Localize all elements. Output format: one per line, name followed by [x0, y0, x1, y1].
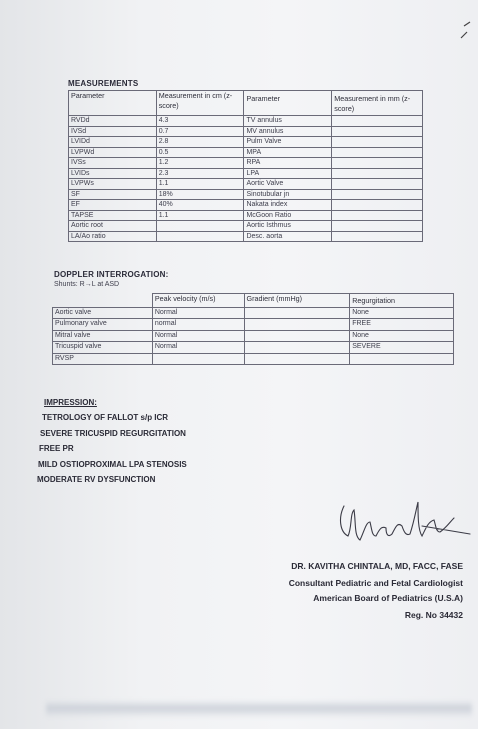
table-cell: 2.3: [156, 168, 244, 179]
table-cell: None: [350, 307, 454, 319]
table-row: [53, 330, 454, 342]
table-cell: SEVERE: [350, 342, 454, 354]
table-cell: [244, 330, 350, 342]
table-header-row: [53, 294, 454, 308]
table-row: [69, 179, 423, 190]
table-cell: Tricuspid valve: [53, 342, 153, 354]
header-cell: Peak velocity (m/s): [152, 294, 244, 308]
signatory-reg: Reg. No 34432: [404, 610, 463, 620]
table-cell: LVIDd: [69, 137, 157, 148]
table-row: [69, 200, 423, 211]
header-cell: Regurgitation: [350, 294, 454, 308]
table-cell: FREE: [350, 319, 454, 331]
table-cell: 1.1: [156, 179, 244, 190]
table-cell: IVSs: [69, 158, 157, 169]
table-cell: Normal: [152, 307, 244, 319]
table-cell: [156, 221, 244, 232]
table-cell: [332, 147, 423, 158]
table-cell: [152, 353, 244, 365]
table-cell: 1.1: [156, 210, 244, 221]
table-cell: Normal: [152, 330, 244, 342]
table-cell: TAPSE: [69, 210, 157, 221]
header-cell: Measurement in cm (z-score): [156, 91, 244, 116]
header-cell: Measurement in mm (z-score): [332, 91, 423, 116]
table-cell: None: [350, 330, 454, 342]
table-row: [69, 210, 423, 221]
table-cell: EF: [69, 200, 157, 211]
table-cell: [244, 307, 350, 319]
table-row: [69, 137, 423, 148]
impression-line: FREE PR: [39, 444, 74, 453]
table-row: [69, 126, 423, 137]
table-row: [69, 116, 423, 127]
signature-image: [330, 492, 475, 554]
table-cell: LPA: [244, 168, 332, 179]
table-cell: Aortic valve: [53, 307, 153, 319]
table-row: [69, 147, 423, 158]
table-cell: Aortic Isthmus: [244, 221, 332, 232]
table-row: [53, 319, 454, 331]
table-cell: 4.3: [156, 116, 244, 127]
table-cell: Pulm Valve: [244, 137, 332, 148]
table-cell: RPA: [244, 158, 332, 169]
table-cell: Mitral valve: [53, 330, 153, 342]
table-row: [69, 189, 423, 200]
table-cell: MPA: [244, 147, 332, 158]
table-row: [69, 231, 423, 242]
table-cell: LVPWs: [69, 179, 157, 190]
table-cell: 40%: [156, 200, 244, 211]
table-cell: Aortic root: [69, 221, 157, 232]
impression-title: IMPRESSION:: [44, 398, 97, 407]
table-cell: Normal: [152, 342, 244, 354]
table-cell: [332, 179, 423, 190]
table-header-row: [69, 91, 423, 116]
table-cell: [332, 200, 423, 211]
table-cell: IVSd: [69, 126, 157, 137]
table-cell: Aortic Valve: [244, 179, 332, 190]
blurred-footer: [46, 700, 472, 718]
impression-line: TETROLOGY OF FALLOT s/p ICR: [42, 413, 169, 422]
table-row: [69, 158, 423, 169]
measurements-title: MEASUREMENTS: [68, 79, 139, 88]
table-cell: LVIDs: [69, 168, 157, 179]
table-row: [53, 353, 454, 365]
table-cell: Sinotubular jn: [244, 189, 332, 200]
table-cell: LVPWd: [69, 147, 157, 158]
table-cell: McGoon Ratio: [244, 210, 332, 221]
table-cell: Pulmonary valve: [53, 319, 153, 331]
shunts-note: Shunts: R→L at ASD: [54, 281, 120, 288]
table-cell: 2.8: [156, 137, 244, 148]
table-cell: [332, 137, 423, 148]
header-cell: Parameter: [69, 91, 157, 116]
table-cell: SF: [69, 189, 157, 200]
table-cell: TV annulus: [244, 116, 332, 127]
table-cell: 1.2: [156, 158, 244, 169]
header-cell: [53, 294, 153, 308]
table-cell: RVDd: [69, 116, 157, 127]
impression-line: MODERATE RV DYSFUNCTION: [37, 475, 156, 484]
table-row: [69, 168, 423, 179]
impression-line: SEVERE TRICUSPID REGURGITATION: [40, 429, 186, 438]
table-cell: [332, 221, 423, 232]
table-cell: [332, 126, 423, 137]
table-cell: [350, 353, 454, 365]
table-cell: MV annulus: [244, 126, 332, 137]
pen-mark-icon: [458, 20, 472, 42]
table-cell: LA/Ao ratio: [69, 231, 157, 242]
table-cell: normal: [152, 319, 244, 331]
table-cell: [244, 353, 350, 365]
signatory-board: American Board of Pediatrics (U.S.A): [313, 593, 463, 603]
header-cell: Gradient (mmHg): [244, 294, 350, 308]
table-cell: 0.5: [156, 147, 244, 158]
table-cell: Desc. aorta: [244, 231, 332, 242]
table-cell: [244, 342, 350, 354]
table-cell: [156, 231, 244, 242]
signatory-title: Consultant Pediatric and Fetal Cardiologist: [288, 578, 463, 588]
table-cell: [332, 189, 423, 200]
doppler-table: [52, 293, 454, 365]
table-cell: [332, 116, 423, 127]
table-row: [69, 221, 423, 232]
impression-line: MILD OSTIOPROXIMAL LPA STENOSIS: [38, 460, 187, 469]
table-cell: 0.7: [156, 126, 244, 137]
table-cell: [332, 158, 423, 169]
table-row: [53, 342, 454, 354]
doppler-title: DOPPLER INTERROGATION:: [54, 270, 169, 279]
signatory-name: DR. KAVITHA CHINTALA, MD, FACC, FASE: [291, 561, 463, 571]
table-cell: [332, 168, 423, 179]
measurements-table: [68, 90, 423, 242]
table-cell: Nakata index: [244, 200, 332, 211]
table-cell: [332, 231, 423, 242]
table-cell: RVSP: [53, 353, 153, 365]
table-cell: [332, 210, 423, 221]
header-cell: Parameter: [244, 91, 332, 116]
table-row: [53, 307, 454, 319]
table-cell: 18%: [156, 189, 244, 200]
table-cell: [244, 319, 350, 331]
